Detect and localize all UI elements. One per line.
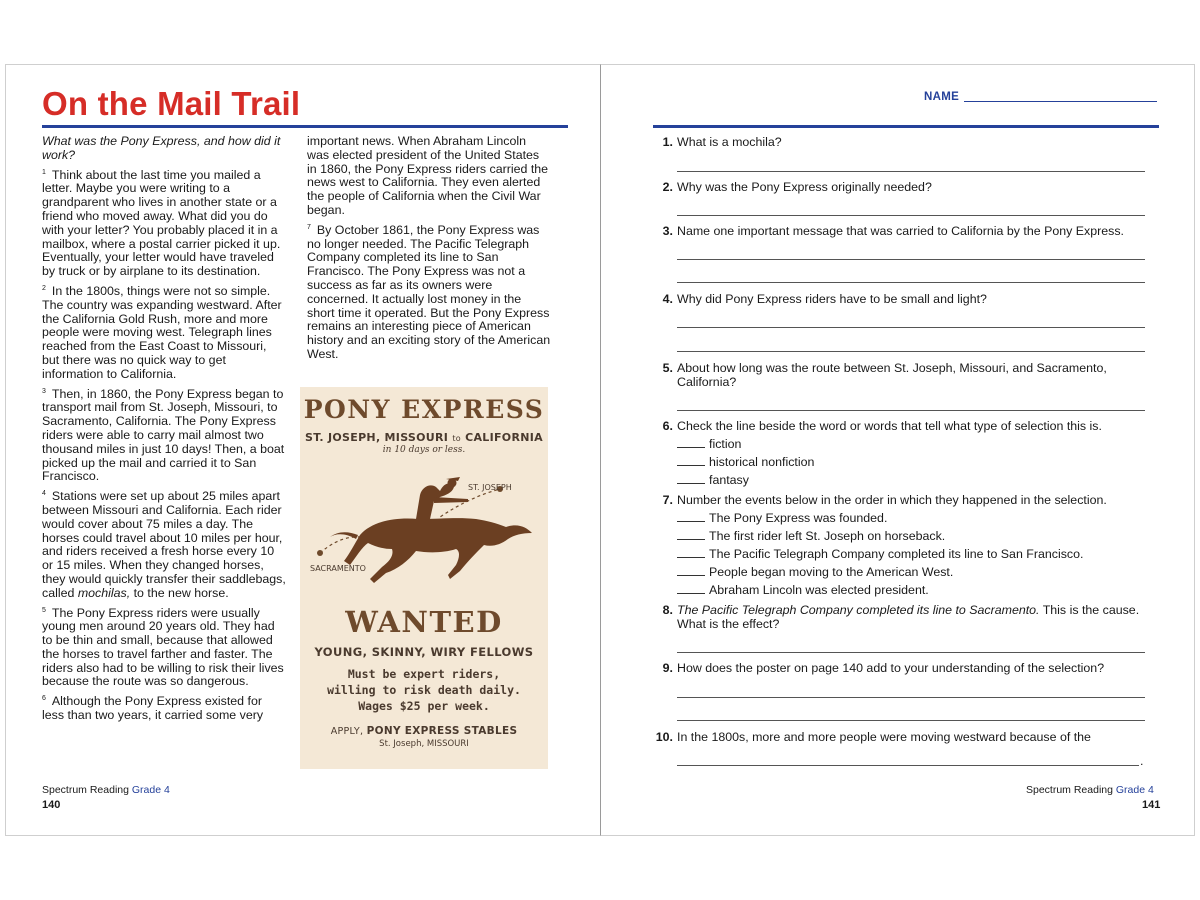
poster-apply: APPLY, PONY EXPRESS STABLES	[330, 725, 518, 737]
guiding-question: What was the Pony Express, and how did it work?	[42, 134, 281, 162]
label-sacramento: SACRAMENTO	[310, 564, 366, 573]
footer-right: Spectrum Reading Grade 4	[1026, 784, 1154, 796]
answer-line[interactable]	[677, 215, 1145, 216]
paragraph-1: $^1$ Think about the last time you mailed a letter. Maybe you were writing to a grandparent who lives in another state or a friend who moved away. What did you do with your letter? You probably placed it in a mailbox, where a postal carrier picked it up. Eventually, your letter would have traveled by truck or by airplane to its destination.	[42, 167, 281, 279]
poster-young-skinny: YOUNG, SKINNY, WIRY FELLOWS	[314, 645, 534, 659]
article-column-2	[307, 135, 551, 368]
paragraph-2: $^2$ In the 1800s, things were not so simple. The country was expanding westward. After the California Gold Rush, more and more people were moving west. Telegraph lines reached from the East Coast to Missouri, but there was no quick way to get information to California.	[42, 283, 282, 381]
paragraph-7: $^7$ By October 1861, the Pony Express was no longer needed. The Pacific Telegraph Company completed its line to San Francisco. The Pony Express was not a success as far as its owners were concerned. It actually lost money in the short time it operated. But the Pony Express remains an interesting piece of American history and an exciting story of the American West.	[307, 222, 551, 361]
option-fantasy[interactable]: fantasy	[677, 473, 749, 487]
paragraph-6: $^6$ Although the Pony Express existed for less than two years, it carried some very	[42, 694, 264, 723]
answer-line[interactable]	[677, 171, 1145, 172]
page-title: On the Mail Trail	[42, 85, 301, 122]
answer-line[interactable]	[677, 410, 1145, 411]
answer-line[interactable]	[677, 697, 1145, 698]
question-10-period: .	[1140, 754, 1144, 768]
paragraph-5: $^5$ The Pony Express riders were usually young men around 20 years old. They had to be thin and small, because that allowed the horses to travel farther and faster. The riders also had to be willing to risk their lives because the route was so dangerous.	[42, 605, 284, 689]
left-page	[5, 64, 600, 836]
paragraph-4: $^4$ Stations were set up about 25 miles apart between Missouri and California. Each rider would cover about 75 miles a day. The horses could travel about 10 miles per hour, and riders received a fresh horse every 10 or 15 miles. When they changed horses, they would quickly transfer their saddlebags, called mochilas, to the new horse.	[42, 489, 286, 600]
footer-left: Spectrum Reading Grade 4	[42, 784, 170, 796]
poster-days: in 10 days or less.	[382, 445, 466, 455]
title-rule	[42, 125, 568, 128]
event-item[interactable]: Abraham Lincoln was elected president.	[677, 583, 929, 597]
poster-line-1: Must be expert riders,	[347, 667, 501, 681]
right-page: NAME 1. What is a mochila? 2. Why was the Pony Express originally needed? 3. Name one important message that was carried to California by the Pony Express. 4. Why did Pony Express riders have to be small and light? 5. About how long was the route between St. Joseph, Missouri, and Sacramento, California? 6. Check the line beside the word or words that tell what type of selection this is. fiction historical nonfiction fantasy 7. Number the events below in the order in which they happened in the selection. The Pony Express was founded. The first rider left St. Joseph on horseback. The Pacific Telegraph Company completed its line to San Francisco. People began moving to the American West. Abraham Lincoln was elected president. 8. The Pacific Telegraph Company completed its line to Sacramento. This is the cause. What is the effect? 9. How does the poster on page 140 add to your understanding of the selection? 10. In the 1800s, more and more people were moving westward because of the . Spectrum Reading Grade 4 141	[600, 64, 1195, 836]
event-item[interactable]: The Pony Express was founded.	[677, 511, 887, 525]
answer-line[interactable]	[677, 652, 1145, 653]
page-number-right: 141	[1142, 799, 1161, 811]
answer-line[interactable]	[677, 282, 1145, 283]
answer-line[interactable]	[677, 327, 1145, 328]
poster-wanted: WANTED	[345, 605, 503, 639]
poster-route: ST. JOSEPH, MISSOURI to CALIFORNIA	[305, 431, 543, 444]
poster-line-2: willing to risk death daily.	[327, 683, 521, 697]
article-column-1	[42, 135, 287, 729]
label-st-joseph: ST. JOSEPH	[468, 483, 512, 492]
name-label: NAME	[924, 91, 960, 103]
page-number-left: 140	[42, 799, 61, 811]
horse-and-rider-illustration	[300, 457, 548, 597]
option-historical-nonfiction[interactable]: historical nonfiction	[677, 455, 814, 469]
answer-line[interactable]	[677, 765, 1139, 766]
option-fiction[interactable]: fiction	[677, 437, 741, 451]
pony-express-poster	[300, 387, 548, 769]
event-item[interactable]: The first rider left St. Joseph on horseback.	[677, 529, 945, 543]
event-item[interactable]: The Pacific Telegraph Company completed its line to San Francisco.	[677, 547, 1083, 561]
answer-line[interactable]	[677, 351, 1145, 352]
poster-line-3: Wages $25 per week.	[358, 699, 490, 713]
event-item[interactable]: People began moving to the American West.	[677, 565, 953, 579]
paragraph-6-continued: important news. When Abraham Lincoln was elected president of the United States in 1860, the Pony Express riders carried the news west to California. They even alerted the people of California when the Civil War began.	[307, 134, 549, 217]
answer-line[interactable]	[677, 259, 1145, 260]
name-field-line[interactable]	[964, 101, 1157, 102]
worksheet-rule	[653, 125, 1159, 128]
poster-city: St. Joseph, MISSOURI	[379, 739, 469, 749]
poster-headline: PONY EXPRESS	[303, 395, 545, 424]
answer-line[interactable]	[677, 720, 1145, 721]
paragraph-3: $^3$ Then, in 1860, the Pony Express began to transport mail from St. Joseph, Missouri, to Sacramento, California. The Pony Express riders were able to carry mail almost two thousand miles in just 10 days! Then, a boat picked up the mail and carried it to San Francisco.	[42, 386, 285, 484]
